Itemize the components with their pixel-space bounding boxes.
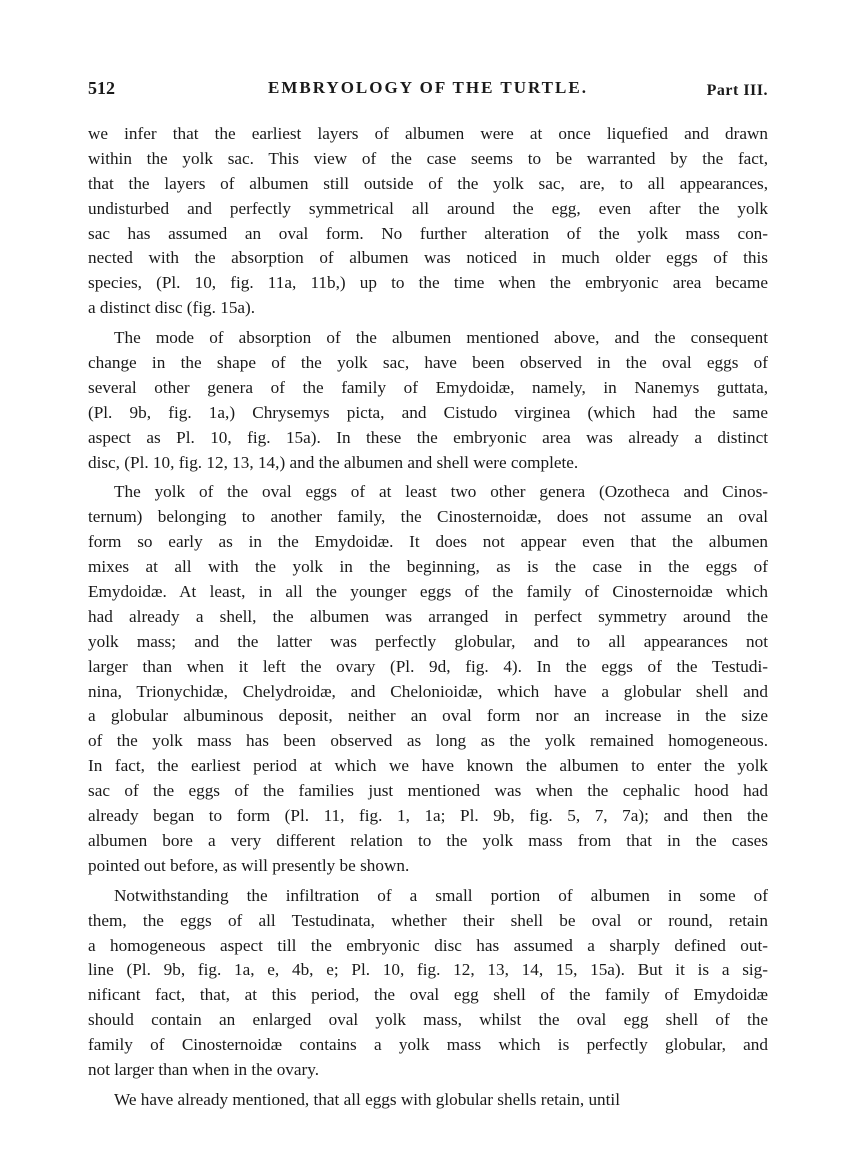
paragraph — [88, 480, 768, 878]
text-line: that the layers of albumen still outside of the yolk sac, are, to all appearances, — [88, 173, 768, 193]
text-line: In fact, the earliest period at which we have known the albumen to enter the yolk — [88, 756, 768, 776]
text-line: larger than when it left the ovary (Pl. 9d, fig. 4). In the eggs of the Testudi- — [88, 656, 768, 676]
text-line: change in the shape of the yolk sac, have been observed in the oval eggs of — [88, 353, 768, 373]
text-line: a globular albuminous deposit, neither an oval form nor an increase in the size — [88, 706, 768, 726]
book-page — [88, 72, 768, 1113]
text-line: ternum) belonging to another family, the Cinosternoidæ, does not assume an oval — [88, 507, 768, 527]
text-line: already began to form (Pl. 11, fig. 1, 1a; Pl. 9b, fig. 5, 7, 7a); and then the — [88, 806, 768, 826]
text-line: not larger than when in the ovary. — [88, 1059, 320, 1079]
text-line: family of Cinosternoidæ contains a yolk mass which is perfectly globular, and — [88, 1035, 768, 1055]
paragraph — [88, 326, 768, 475]
text-line: them, the eggs of all Testudinata, whether their shell be oval or round, retain — [88, 910, 768, 930]
text-line: undisturbed and perfectly symmetrical all around the egg, even after the yolk — [88, 198, 768, 218]
text-line: within the yolk sac. This view of the case seems to be warranted by the fact, — [88, 148, 768, 168]
text-line: Emydoidæ. At least, in all the younger eggs of the family of Cinosternoidæ which — [88, 582, 768, 602]
text-line: nina, Trionychidæ, Chelydroidæ, and Chelonioidæ, which have a globular shell and — [88, 681, 768, 701]
text-line: aspect as Pl. 10, fig. 15a). In these the embryonic area was already a distinct — [88, 427, 768, 447]
text-line: a homogeneous aspect till the embryonic disc has assumed a sharply defined out- — [88, 935, 768, 955]
text-line: had already a shell, the albumen was arranged in perfect symmetry around the — [88, 606, 768, 626]
part-label: Part III. — [706, 82, 768, 99]
text-line: (Pl. 9b, fig. 1a,) Chrysemys picta, and Cistudo virginea (which had the same — [88, 402, 768, 422]
text-line: We have already mentioned, that all eggs with globular shells retain, until — [114, 1089, 620, 1109]
text-line: yolk mass; and the latter was perfectly globular, and to all appearances not — [88, 631, 768, 651]
page-number: 512 — [88, 78, 115, 98]
text-line: sac has assumed an oval form. No further alteration of the yolk mass con- — [88, 223, 768, 243]
paragraph — [88, 884, 768, 1083]
text-line: nected with the absorption of albumen was noticed in much older eggs of this — [88, 248, 768, 268]
text-line: should contain an enlarged oval yolk mass, whilst the oval egg shell of the — [88, 1010, 768, 1030]
page-header — [88, 72, 768, 102]
text-line: disc, (Pl. 10, fig. 12, 13, 14,) and the albumen and shell were complete. — [88, 452, 579, 472]
paragraph — [88, 1088, 768, 1113]
paragraph — [88, 122, 768, 321]
text-line: we infer that the earliest layers of albumen were at once liquefied and drawn — [88, 124, 768, 143]
text-line: Notwithstanding the infiltration of a small portion of albumen in some of — [114, 885, 768, 905]
text-line: species, (Pl. 10, fig. 11a, 11b,) up to the time when the embryonic area became — [88, 273, 768, 293]
text-line: The yolk of the oval eggs of at least two other genera (Ozotheca and Cinos- — [114, 482, 768, 502]
text-line: mixes at all with the yolk in the beginning, as is the case in the eggs of — [88, 557, 768, 577]
text-line: nificant fact, that, at this period, the oval egg shell of the family of Emydoidæ — [88, 985, 768, 1005]
body-text — [88, 122, 768, 1113]
text-line: form so early as in the Emydoidæ. It does not appear even that the albumen — [88, 532, 768, 552]
text-line: pointed out before, as will presently be shown. — [88, 855, 410, 875]
text-line: sac of the eggs of the families just mentioned was when the cephalic hood had — [88, 781, 768, 801]
text-line: of the yolk mass has been observed as long as the yolk remained homogeneous. — [88, 731, 768, 751]
text-line: several other genera of the family of Emydoidæ, namely, in Nanemys guttata, — [88, 377, 768, 397]
running-title: EMBRYOLOGY OF THE TURTLE. — [268, 78, 588, 97]
text-line: a distinct disc (fig. 15a). — [88, 298, 256, 318]
text-line: line (Pl. 9b, fig. 1a, e, 4b, e; Pl. 10, fig. 12, 13, 14, 15, 15a). But it is a sig- — [88, 960, 768, 980]
text-line: albumen bore a very different relation to the yolk mass from that in the cases — [88, 830, 768, 850]
text-line: The mode of absorption of the albumen mentioned above, and the consequent — [114, 328, 768, 348]
